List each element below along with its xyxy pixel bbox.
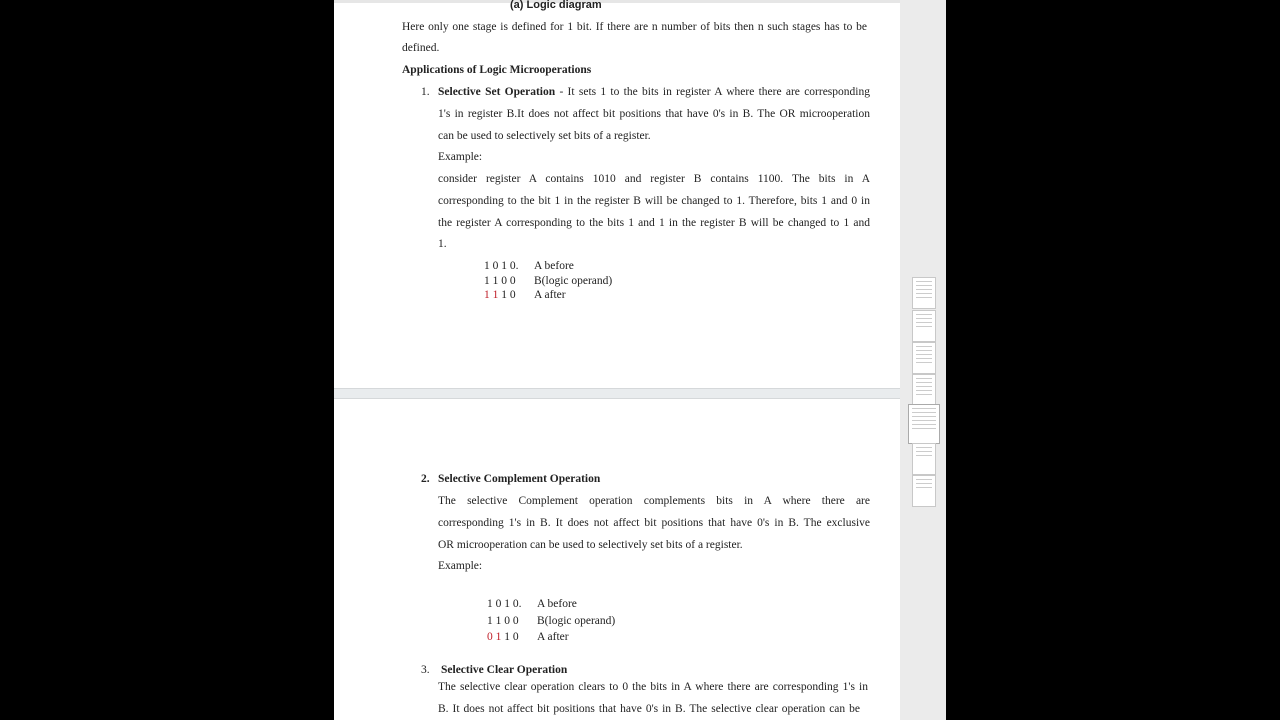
- changed-bits: 1 1: [484, 289, 499, 301]
- label-a-after: A after: [534, 289, 566, 301]
- changed-bits: 0 1: [487, 631, 502, 643]
- bits-a-after: 1 1 1 0: [484, 289, 516, 301]
- item1-title: Selective Set Operation: [438, 86, 556, 98]
- list-number: 2.: [421, 473, 430, 485]
- page-thumbnail[interactable]: [912, 443, 936, 475]
- item3-line: B. It does not affect bit positions that have 0's in B. The selective clear operation can be: [438, 703, 860, 715]
- bits-a-after: 0 1 1 0: [487, 631, 519, 643]
- item3-title: Selective Clear Operation: [441, 664, 568, 676]
- page-thumbnail[interactable]: [912, 475, 936, 507]
- list-number: 1.: [421, 86, 430, 98]
- example-line: corresponding to the bit 1 in the register B will be changed to 1. Therefore, bits 1 and 0 in: [438, 195, 870, 207]
- section-heading: Applications of Logic Microoperations: [402, 64, 592, 76]
- item1-line: 1's in register B.It does not affect bit positions that have 0's in B. The OR microoperation: [438, 108, 870, 120]
- viewer-top-border: [334, 0, 946, 3]
- item3-line: The selective clear operation clears to 0 the bits in A where there are corresponding 1's in: [438, 681, 868, 693]
- intro-line: Here only one stage is defined for 1 bit. If there are n number of bits then n such stages has to be: [402, 21, 867, 33]
- item2-line: The selective Complement operation complements bits in A where there are: [438, 495, 870, 507]
- document-viewer: [334, 0, 946, 720]
- page-thumbnail[interactable]: [912, 342, 936, 374]
- bits-b: 1 1 0 0: [484, 275, 516, 287]
- page-thumbnail-sidebar[interactable]: [900, 0, 946, 720]
- label-b: B(logic operand): [537, 615, 616, 627]
- bits-b: 1 1 0 0: [487, 615, 519, 627]
- bits-a-before: 1 0 1 0.: [487, 598, 522, 610]
- example-label: Example:: [438, 151, 483, 163]
- page-thumbnail[interactable]: [912, 374, 936, 406]
- example-line: consider register A contains 1010 and register B contains 1100. The bits in A: [438, 173, 870, 185]
- page-thumbnail[interactable]: [912, 310, 936, 342]
- item2-line: OR microoperation can be used to selectively set bits of a register.: [438, 539, 743, 551]
- label-b: B(logic operand): [534, 275, 613, 287]
- item1-line: can be used to selectively set bits of a register.: [438, 130, 651, 142]
- list-number: 3.: [421, 664, 430, 676]
- example-label: Example:: [438, 560, 483, 572]
- example-line: the register A corresponding to the bits 1 and 1 in the register B will be changed to 1 and: [438, 217, 870, 229]
- figure-caption: (a) Logic diagram: [510, 0, 602, 11]
- page-thumbnail-current[interactable]: [908, 404, 940, 444]
- intro-line: defined.: [402, 42, 440, 54]
- page-thumbnail[interactable]: [912, 277, 936, 309]
- example-line: 1.: [438, 238, 447, 250]
- page-break: [334, 388, 900, 399]
- bits-a-before: 1 0 1 0.: [484, 260, 519, 272]
- label-a-before: A before: [534, 260, 574, 272]
- item1-first-line: [438, 85, 870, 99]
- item1-text: - It sets 1 to the bits in register A where there are corresponding: [555, 86, 870, 98]
- label-a-after: A after: [537, 631, 569, 643]
- item2-title: Selective Complement Operation: [438, 473, 601, 485]
- item2-line: corresponding 1's in B. It does not affect bit positions that have 0's in B. The exclusive: [438, 517, 870, 529]
- label-a-before: A before: [537, 598, 577, 610]
